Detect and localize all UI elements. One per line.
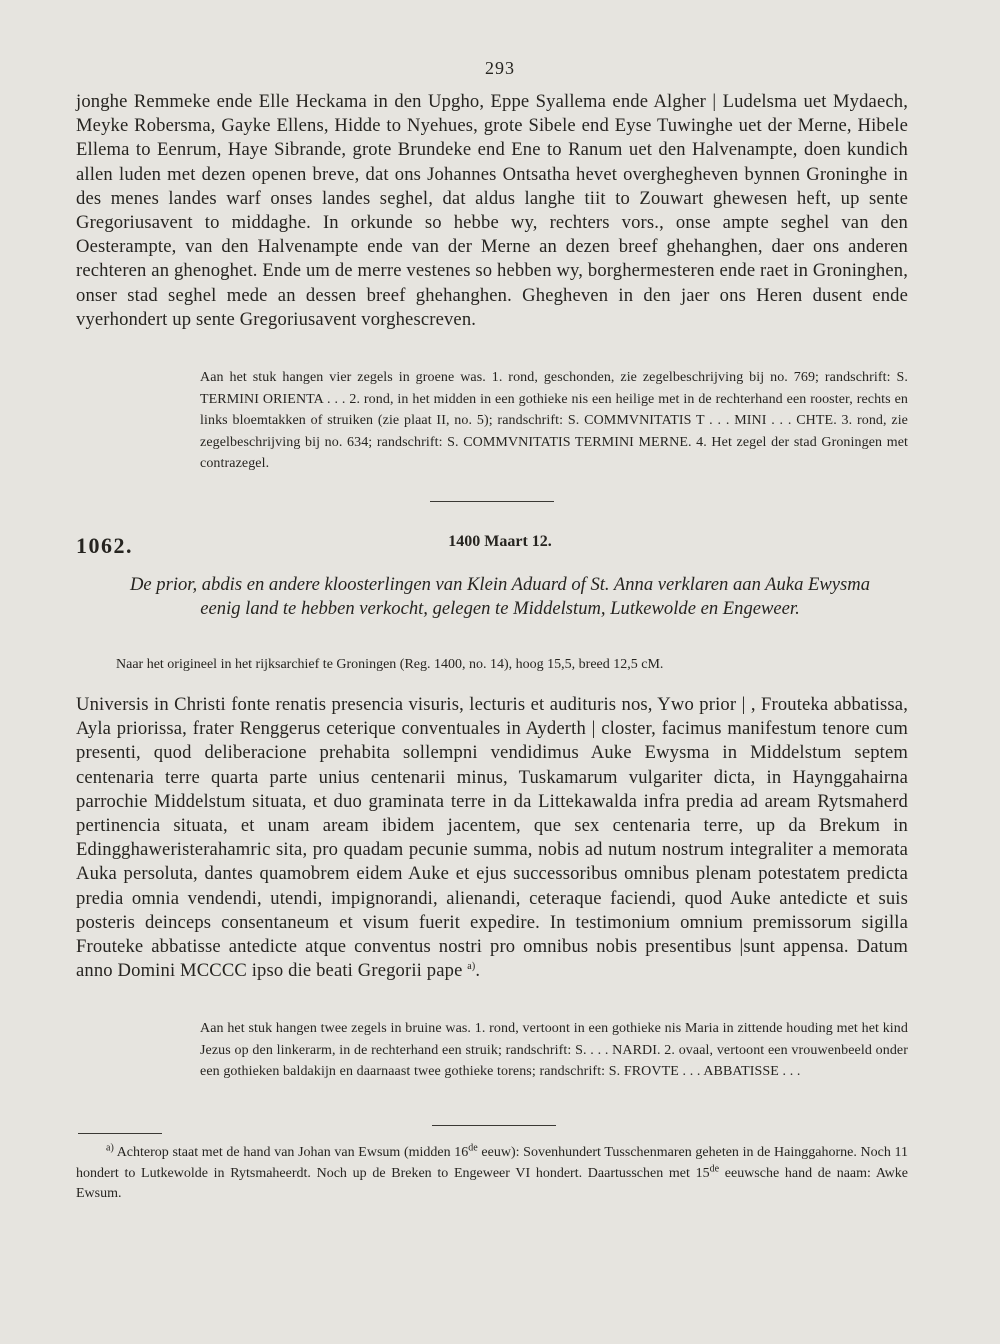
charter-continuation-text: jonghe Remmeke ende Elle Heckama in den Upgho, Eppe Syallema ende Algher | Ludelsma uet Mydaech, Meyke Robersma, Gayke Ellens, Hidde to Nyehues, grote Sibele end Eyse Tuwinghe uet der Merne, Hibele Ellema to Eenrum, Haye Sibrande, grote Brundeke end Ene to Ranum uet den Halvenampte, doen kundich allen luden met dezen openen breve, dat ons Johannes Ontsatha hevet overghegheven bynnen Groninghe in des menes landes warf onses landes seghel, dat aldus langhe tiit to Zouwart ghewesen heft, up sente Gregoriusavent to middaghe. In orkunde so hebbe wy, rechters vors., onse ampte seghel van den Oesterampte, van den Halvenampte ende van der Merne an dezen breef ghehanghen, daer ons anderen rechteren an ghenoghet. Ende um de merre vestenes so hebben wy, borghermesteren ende raet in Groninghen, onser stad seghel mede an dessen breef ghehanghen. Ghegheven in den jaer ons Heren dusent ende vyerhondert up sente Gregoriusavent vorghescreven.: [76, 91, 908, 330]
page-number: 293: [485, 58, 515, 78]
end-divider: [432, 1125, 556, 1126]
charter-text-body: Universis in Christi fonte renatis presencia visuris, lecturis et audituris nos, Ywo prior | , Frouteka abbatissa, Ayla priorissa, frater Renggerus ceterique conventuales in Ayderth | closter, facimus manifestum tenore cum presenti, quod deliberacione prehabita sollempni vendidimus Auke Ewysma in Middelstum septem centenaria terre quarta parte unius centenarii minus, Tuskamarum vulgariter dicta, in Haynggahairna parrochie Middelstum situata, et duo graminata terre in da Littekawalda infra predia ad aream Rytsmaherd pertinencia situata, et unam aream ibidem jacentem, que sex centenaria terre, up da Brekum in Edingghaweristerahamric sita, pro quadam pecunie summa, nobis ad nutum nostrum integraliter a memorata Auka persoluta, dantes quamobrem eidem Auke et ejus successoribus omnibus plenam potestatem predicta predia omnia vendendi, utendi, impignorandi, alienandi, ceteraque faciendi, quod Auke antedicte et suis posteris deinceps consentaneum et visum fuerit expedire. In testimonium omnium premissorum sigilla Frouteke abbatisse antedicte atque conventus nostri pro omnibus nobis presentibus |sunt appensa. Datum anno Domini MCCCC ipso die beati Gregorii pape: [76, 694, 908, 982]
footnote-sup-1: de: [468, 1142, 478, 1154]
charter-summary: De prior, abdis en andere kloosterlingen van Klein Aduard of St. Anna verklaren aan Auka Ewysma eenig land te hebben verkocht, gelegen te Middelstum, Lutkewolde en Engeweer.: [129, 574, 871, 619]
charter-text: [76, 693, 908, 983]
footnote-text-1: Achterop staat met de hand van Johan van Ewsum (midden 16: [116, 1145, 469, 1160]
charter-text-end: .: [475, 960, 481, 982]
footnote-reference: a): [467, 961, 476, 973]
footnote-text-2: eeuw): Sovenhundert Tusschenmaren geheten in de Hainggahorne. Noch 11 hondert to Lutkewolde in Rytsmaheerdt. Noch up de Breken to Engeweer VI hondert. Daartusschen met 15: [76, 1145, 908, 1181]
charter-date: 1400 Maart 12.: [448, 533, 552, 550]
footnote-divider: [78, 1133, 162, 1134]
seals-description-top: Aan het stuk hangen vier zegels in groene was. 1. rond, geschonden, zie zegelbeschrijving bij no. 769; randschrift: S. TERMINI ORIENTA . . . 2. rond, in het midden in een gothieke nis een heilige met in de rechterhand een rooster, rechts en links bloemtakken of struiken (zie plaat II, no. 5); randschrift: S. COMMVNITATIS T . . . MINI . . . CHTE. 3. rond, zie zegelbeschrijving bij no. 634; randschrift: S. COMMVNITATIS TERMINI MERNE. 4. Het zegel der stad Groningen met contrazegel.: [200, 370, 908, 471]
section-divider: [430, 501, 554, 502]
charter-number: 1062.: [76, 533, 133, 558]
footnote-sup-2: de: [709, 1162, 720, 1174]
charter-source: Naar het origineel in het rijksarchief te Groningen (Reg. 1400, no. 14), hoog 15,5, breed 12,5 cM.: [116, 657, 664, 672]
footnote-mark: a): [106, 1142, 114, 1154]
seals-description-charter: Aan het stuk hangen twee zegels in bruine was. 1. rond, vertoont in een gothieke nis Maria in zittende houding met het kind Jezus op den linkerarm, in de rechterhand een struik; randschrift: S. . . . NARDI. 2. ovaal, vertoont een vrouwenbeeld onder een gothieken baldakijn en daarnaast twee gothieke torens; randschrift: S. FROVTE . . . ABBATISSE . . .: [200, 1021, 908, 1079]
footnote: [76, 1143, 908, 1205]
footnote-text-3: eeuwsche hand de naam: Awke Ewsum.: [76, 1165, 908, 1201]
